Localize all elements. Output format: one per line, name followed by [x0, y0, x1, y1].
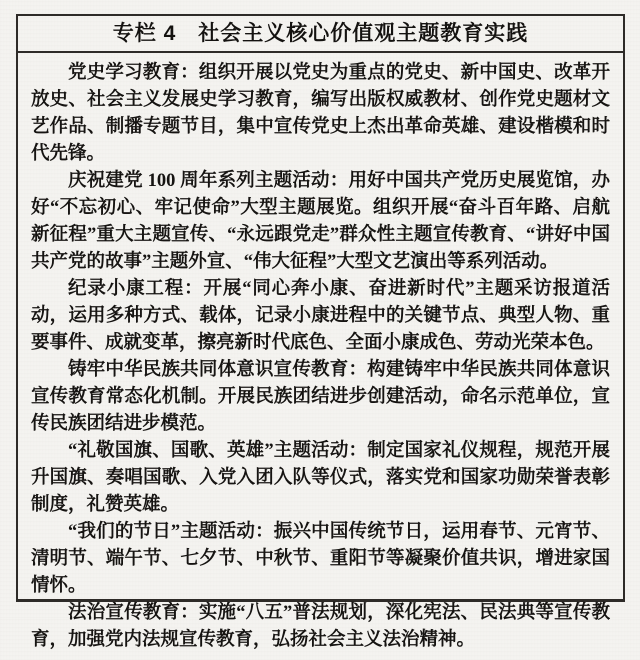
column-panel — [16, 14, 625, 650]
paragraph-centenary-activities: 庆祝建党 100 周年系列主题活动：用好中国共产党历史展览馆，办好“不忘初心、牢记使命”大型主题展览。组织开展“奋斗百年路、启航新征程”重大主题宣传、“永远跟党走”群众性主题宣传教育、“讲好中国共产党的故事”主题外宣、“伟大征程”大型文艺演出等系列活动。 — [31, 171, 610, 272]
paragraph-national-community-awareness: 铸牢中华民族共同体意识宣传教育：构建铸牢中华民族共同体意识宣传教育常态化机制。开展民族团结进步创建活动，命名示范单位，宣传民族团结进步模范。 — [31, 360, 610, 434]
paragraph-our-festivals: “我们的节日”主题活动：振兴中国传统节日，运用春节、元宵节、清明节、端午节、七夕节、中秋节、重阳节等凝聚价值共识，增进家国情怀。 — [31, 522, 610, 596]
paragraph-flag-anthem-heroes: “礼敬国旗、国歌、英雄”主题活动：制定国家礼仪规程，规范开展升国旗、奏唱国歌、入党入团入队等仪式，落实党和国家功勋荣誉表彰制度，礼赞英雄。 — [31, 441, 610, 515]
paragraph-party-history-education: 党史学习教育：组织开展以党史为重点的党史、新中国史、改革开放史、社会主义发展史学习教育，编写出版权威教材、创作党史题材文艺作品、制播专题节目，集中宣传党史上杰出革命英雄、建设楷模和时代先锋。 — [31, 63, 610, 164]
panel-title: 专栏 4 社会主义核心价值观主题教育实践 — [18, 16, 623, 53]
panel-body — [18, 53, 623, 660]
paragraph-xiaokang-documentary: 纪录小康工程：开展“同心奔小康、奋进新时代”主题采访报道活动，运用多种方式、载体，记录小康进程中的关键节点、典型人物、重要事件、成就变革，擦亮新时代底色、全面小康成色、劳动光荣本色。 — [31, 279, 610, 353]
paragraph-rule-of-law-education: 法治宣传教育：实施“八五”普法规划，深化宪法、民法典等宣传教育，加强党内法规宣传教育，弘扬社会主义法治精神。 — [31, 603, 610, 650]
